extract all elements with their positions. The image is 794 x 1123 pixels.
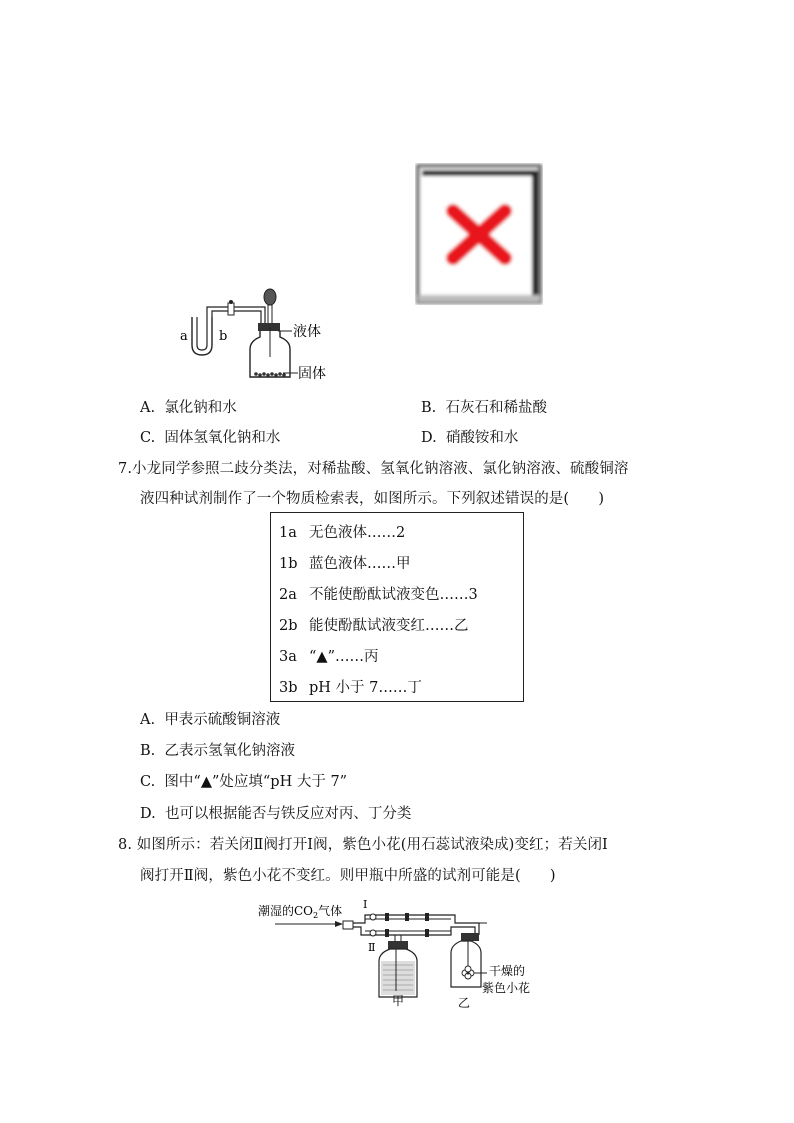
q6-option-d[interactable]: D. 硝酸铵和水 [421,430,519,446]
key-row: 3a “▲”……丙 [279,649,379,665]
gas-label: 潮湿的$CO_2$气体 [258,904,343,920]
flower-label-line1: 干燥的 [489,964,526,978]
label-b: b [219,329,228,344]
key-row: 1a 无色液体……2 [279,525,406,541]
q8-stem-line1: 8. 如图所示：若关闭Ⅱ阀打开Ⅰ阀，紫色小花(用石蕊试液染成)变红；若关闭Ⅰ [118,837,608,853]
q7-stem-line1: 7.小龙同学参照二歧分类法，对稀盐酸、氢氧化钠溶液、氯化钠溶液、硫酸铜溶 [118,461,629,477]
q6-option-c[interactable]: C. 固体氢氧化钠和水 [140,430,281,446]
flower-label-line2: 紫色小花 [482,981,531,995]
label-a: a [180,329,188,344]
q7-stem-line2: 液四种试剂制作了一个物质检索表，如图所示。下列叙述错误的是( ) [140,491,605,507]
bottle-jia-label: 甲 [392,994,405,1008]
co2-flower-apparatus-diagram [255,895,545,1013]
q6-option-b[interactable]: B. 石灰石和稀盐酸 [421,400,547,416]
broken-image-icon [415,163,543,305]
valve-2-label: Ⅱ [368,941,376,954]
q7-option-b[interactable]: B. 乙表示氢氧化钠溶液 [140,743,295,759]
bottle-yi-label: 乙 [458,996,471,1010]
label-solid: 固体 [298,366,326,382]
key-row: 2a 不能使酚酞试液变色……3 [279,587,478,603]
dichotomous-key-table [270,512,524,702]
key-row: 3b pH 小于 7……丁 [279,680,422,696]
q7-option-a[interactable]: A. 甲表示硫酸铜溶液 [140,712,281,728]
q7-option-c[interactable]: C. 图中“▲”处应填“pH 大于 7” [140,774,348,790]
label-liquid: 液体 [293,324,321,340]
key-row: 1b 蓝色液体……甲 [279,556,411,572]
q6-option-a[interactable]: A. 氯化钠和水 [140,400,237,416]
valve-1-label: Ⅰ [363,898,368,911]
key-row: 2b 能使酚酞试液变红……乙 [279,618,469,634]
gas-pressure-apparatus-diagram [170,285,340,385]
q7-option-d[interactable]: D. 也可以根据能否与铁反应对丙、丁分类 [140,806,412,822]
q8-stem-line2: 阀打开Ⅱ阀，紫色小花不变红。则甲瓶中所盛的试剂可能是( ) [140,868,556,884]
